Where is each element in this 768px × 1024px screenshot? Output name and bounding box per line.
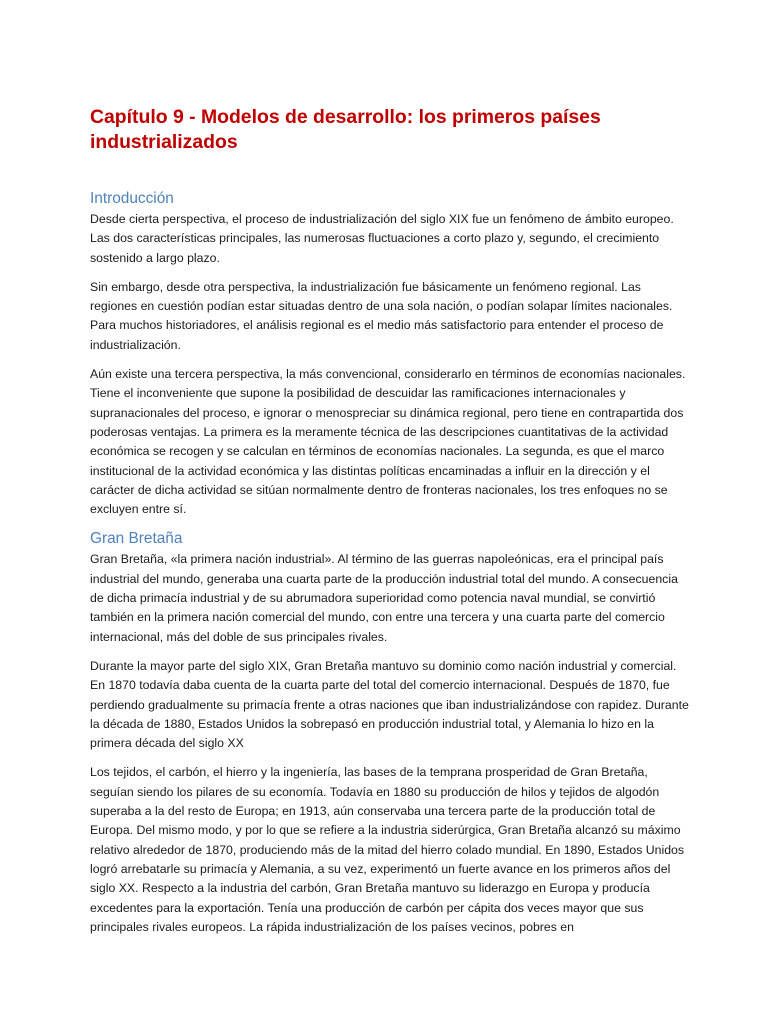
paragraph: Durante la mayor parte del siglo XIX, Gran Bretaña mantuvo su dominio como nación industrial y comercial. En 1870 todavía daba cuenta de la cuarta parte del total del comercio internacional. Después de 1870, fue perdiendo gradualmente su primacía frente a otras naciones que iban industrializándose con rapidez. Durante la década de 1880, Estados Unidos la sobrepasó en producción industrial total, y Alemania lo hizo en la primera década del siglo XX [90, 658, 689, 751]
paragraph: Los tejidos, el carbón, el hierro y la ingeniería, las bases de la temprana prosperidad de Gran Bretaña, seguían siendo los pilares de su economía. Todavía en 1880 su producción de hilos y tejidos de algodón superaba a la del resto de Europa; en 1913, aún conservaba una tercera parte de la producción total de Europa. Del mismo modo, y por lo que se refiere a la industria siderúrgica, Gran Bretaña alcanzó su máximo relativo alrededor de 1870, produciendo más de la mitad del hierro colado mundial. En 1890, Estados Unidos logró arrebatarle su primacía y Alemania, a su vez, experimentó un fuerte avance en los primeros años del siglo XX. Respecto a la industria del carbón, Gran Bretaña mantuvo su liderazgo en Europa y producía excedentes para la exportación. Tenía una producción de carbón per cápita dos veces mayor que sus principales rivales europeos. La rápida industrialización de los países vecinos, pobres en [90, 765, 685, 934]
paragraph: Gran Bretaña, «la primera nación industrial». Al término de las guerras napoleónicas, era el principal país industrial del mundo, generaba una cuarta parte de la producción industrial total del mundo. A consecuencia de dicha primacía industrial y de su abrumadora superioridad como potencia naval mundial, se convirtió también en la primera nación comercial del mundo, con entre una tercera y una cuarta parte del comercio internacional, más del doble de sus principales rivales. [90, 552, 678, 644]
paragraph: Sin embargo, desde otra perspectiva, la industrialización fue básicamente un fenómeno regional. Las regiones en cuestión podían estar situadas dentro de una sola nación, o podían solapar límites nacionales. Para muchos historiadores, el análisis regional es el medio más satisfactorio para entender el proceso de industrialización. [90, 279, 673, 352]
paragraph: Desde cierta perspectiva, el proceso de industrialización del siglo XIX fue un fenómeno de ámbito europeo. Las dos características principales, las numerosas fluctuaciones a corto plazo y, segundo, el crecimiento sostenido a largo plazo. [90, 212, 674, 265]
section-heading-gran-bretana: Gran Bretaña [90, 530, 183, 548]
section-heading-introduccion: Introducción [90, 190, 174, 207]
chapter-title: Capítulo 9 - Modelos de desarrollo: los primeros países industrializados [90, 106, 601, 153]
paragraph: Aún existe una tercera perspectiva, la más convencional, considerarlo en términos de economías nacionales. Tiene el inconveniente que supone la posibilidad de descuidar las ramificaciones internacionales y supranacionales del proceso, e ignorar o menospreciar su dinámica regional, pero tiene en contrapartida dos poderosas ventajas. La primera es la meramente técnica de las descripciones cuantitativas de la actividad económica se recogen y se calculan en términos de economías nacionales. La segunda, es que el marco institucional de la actividad económica y las distintas políticas encaminadas a influir en la dirección y el carácter de dicha actividad se sitúan normalmente dentro de fronteras nacionales, los tres enfoques no se excluyen entre sí. [90, 367, 686, 517]
